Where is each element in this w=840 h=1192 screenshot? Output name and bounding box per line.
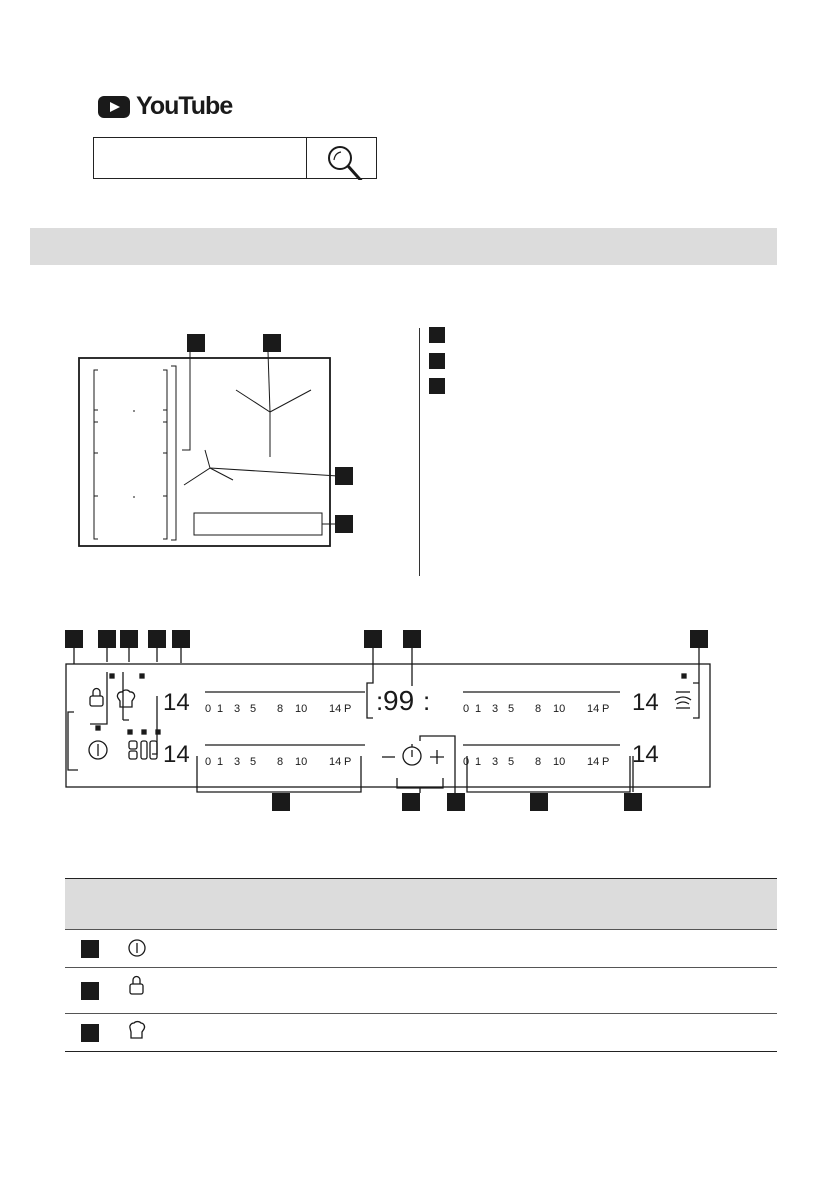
scale-label: 14 bbox=[587, 756, 600, 768]
scale-label: 5 bbox=[250, 756, 257, 768]
zone-display-front-left: 14 bbox=[163, 689, 190, 716]
lock-icon bbox=[125, 974, 149, 998]
scale-label: 14 bbox=[329, 756, 342, 768]
power-icon bbox=[125, 936, 149, 960]
scale-label: P bbox=[344, 756, 352, 768]
scale-label: 1 bbox=[475, 703, 482, 715]
row-marker-2 bbox=[81, 982, 99, 1000]
control-panel-diagram bbox=[0, 620, 840, 820]
scale-label: 3 bbox=[234, 756, 241, 768]
scale-label: 3 bbox=[492, 703, 499, 715]
table-row bbox=[65, 968, 777, 1014]
scale-label: 3 bbox=[492, 756, 499, 768]
bridge-icon bbox=[129, 741, 157, 759]
power-icon bbox=[89, 741, 107, 759]
timer-display: 99 bbox=[383, 685, 415, 716]
scale-label: 10 bbox=[295, 756, 308, 768]
plus-icon bbox=[430, 750, 444, 764]
row-marker-3 bbox=[81, 1024, 99, 1042]
panel-outline bbox=[66, 664, 710, 787]
chef-hat-icon bbox=[125, 1019, 149, 1043]
zone-marker-small bbox=[184, 450, 233, 485]
scale-label: 8 bbox=[535, 756, 542, 768]
lock-icon bbox=[90, 689, 103, 707]
row-marker-1 bbox=[81, 940, 99, 958]
callout-marker-1 bbox=[187, 334, 205, 352]
callout-marker-4 bbox=[335, 515, 353, 533]
youtube-play-icon bbox=[98, 96, 130, 118]
column-divider bbox=[419, 328, 420, 576]
section-header-bar bbox=[30, 228, 777, 265]
youtube-search-box[interactable] bbox=[93, 137, 377, 179]
table-row bbox=[65, 930, 777, 968]
control-panel-table bbox=[65, 878, 777, 1052]
zone-marker-large bbox=[236, 390, 311, 457]
scale-label: 0 bbox=[463, 756, 470, 768]
scale-label: 10 bbox=[553, 703, 566, 715]
scale-label: 3 bbox=[234, 703, 241, 715]
scale-label: 0 bbox=[205, 703, 212, 715]
scale-label: P bbox=[602, 756, 610, 768]
svg-text::: : bbox=[376, 686, 384, 716]
scale-label: 10 bbox=[295, 703, 308, 715]
scale-label: 10 bbox=[553, 756, 566, 768]
table-header bbox=[65, 878, 777, 930]
scale-label: 8 bbox=[277, 703, 284, 715]
hob-outline bbox=[79, 358, 330, 546]
scale-label: 1 bbox=[217, 756, 224, 768]
scale-label: 5 bbox=[508, 703, 515, 715]
legend-marker-1 bbox=[429, 327, 445, 343]
scale-label: 0 bbox=[463, 703, 470, 715]
hob-layout-diagram bbox=[70, 330, 360, 560]
scale-label: 5 bbox=[250, 703, 257, 715]
scale-label: 5 bbox=[508, 756, 515, 768]
hood-icon bbox=[675, 692, 691, 708]
scale-label: 14 bbox=[329, 703, 342, 715]
scale-label: P bbox=[344, 703, 352, 715]
svg-text::: : bbox=[423, 686, 431, 716]
search-icon bbox=[307, 138, 377, 180]
scale-label: 14 bbox=[587, 703, 600, 715]
callout-marker-2 bbox=[263, 334, 281, 352]
legend-marker-3 bbox=[429, 378, 445, 394]
scale-label: 0 bbox=[205, 756, 212, 768]
legend-marker-2 bbox=[429, 353, 445, 369]
zone-display-rear-right: 14 bbox=[632, 741, 659, 768]
scale-label: 1 bbox=[475, 756, 482, 768]
youtube-logo bbox=[98, 92, 232, 121]
callout-marker-3 bbox=[335, 467, 353, 485]
scale-label: P bbox=[602, 703, 610, 715]
search-button[interactable] bbox=[306, 138, 376, 178]
scale-label: 8 bbox=[535, 703, 542, 715]
chef-hat-icon bbox=[117, 690, 134, 707]
table-row bbox=[65, 1014, 777, 1052]
scale-label: 8 bbox=[277, 756, 284, 768]
scale-label: 1 bbox=[217, 703, 224, 715]
timer-icon bbox=[403, 744, 421, 765]
zone-display-front-right: 14 bbox=[632, 689, 659, 716]
zone-display-rear-left: 14 bbox=[163, 741, 190, 768]
youtube-wordmark: YouTube bbox=[136, 92, 233, 120]
